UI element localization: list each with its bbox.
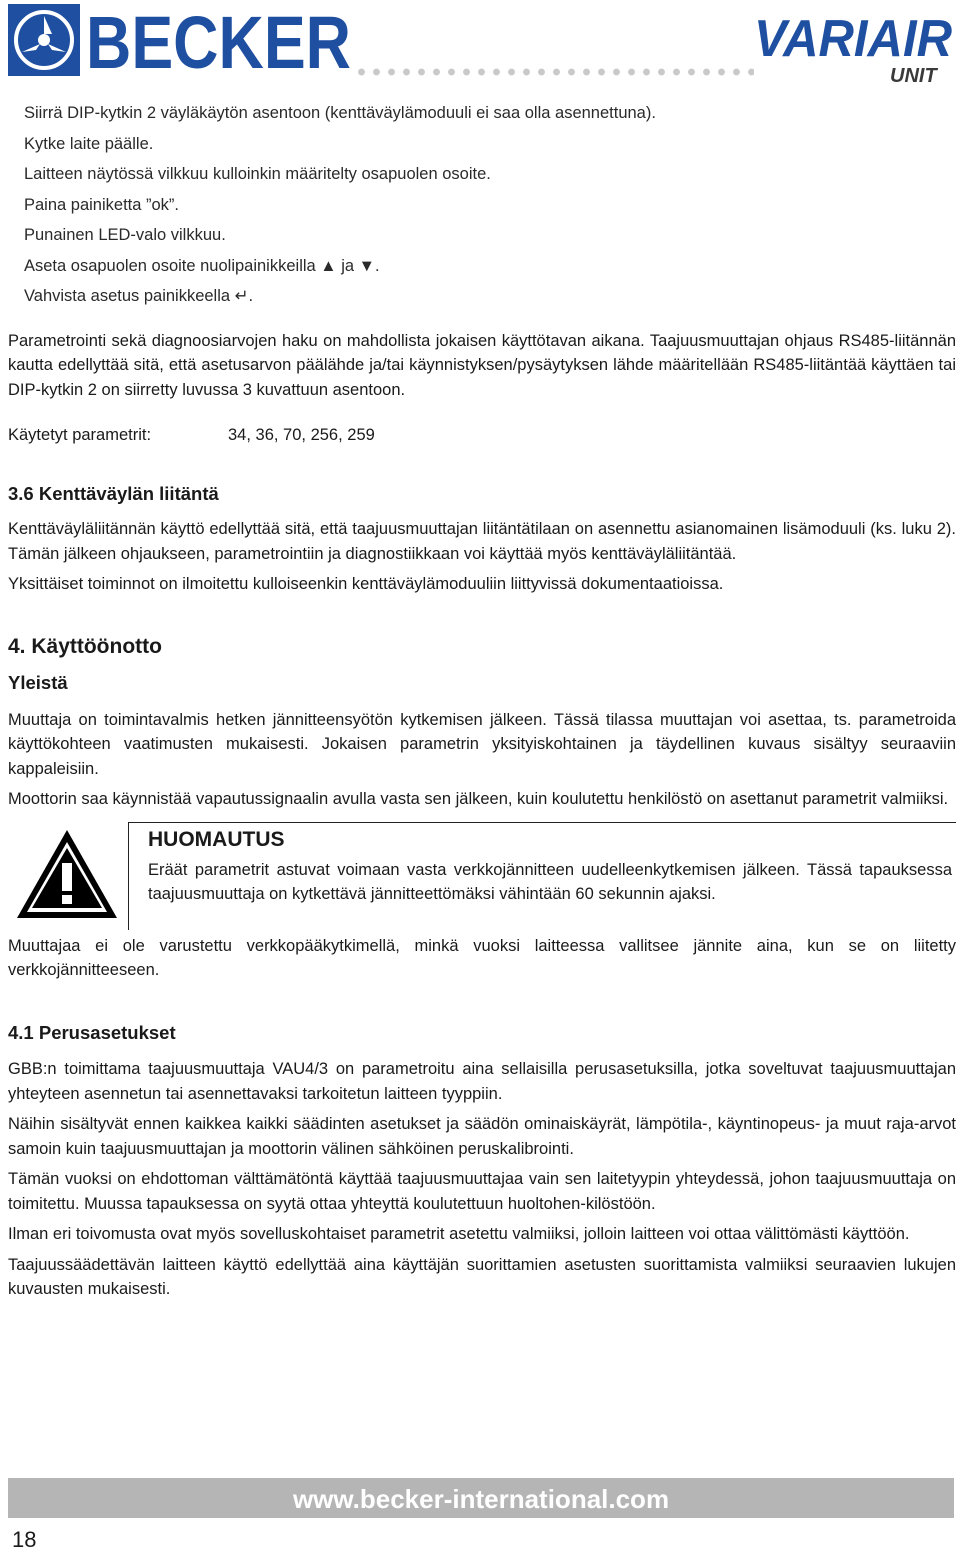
section-4-1-paragraph: Ilman eri toivomusta ovat myös sovelluskohtaiset parametrit asetettu valmiiksi, jolloin laitteen voi ottaa välittömästi käyttöön.	[8, 1225, 910, 1243]
notice-title: HUOMAUTUS	[148, 827, 285, 851]
paragraph-verkkokytkin: Muuttajaa ei ole varustettu verkkopääkytkimellä, minkä vuoksi laitteessa vallitsee jännite aina, kun se on liitetty verkkojännitteeseen.	[8, 936, 956, 979]
notice-body	[148, 826, 952, 907]
section-3-6-paragraph-1: Kenttäväyläliitännän käyttö edellyttää sitä, että taajuusmuuttajan liitäntätilaan on asennettu asianomainen lisämoduuli (ks. luku 2). Tämän jälkeen ohjaukseen, parametrointiin ja diagnostiikkaan voi käyttää myös kenttäväyläliitäntää.	[8, 520, 956, 563]
page-content	[8, 98, 956, 1302]
section-4-1-paragraph: Näihin sisältyvät ennen kaikkea kaikki säädinten asetukset ja säädön ominaiskäyrät, lämpötila-, käyntinopeus- ja muut raja-arvot samoin kuin taajuusmuuttajan ja moottorin välinen sähköinen peruskalibrointi.	[8, 1115, 956, 1158]
section-4-1-paragraph: GBB:n toimittama taajuusmuuttaja VAU4/3 on parametroitu aina sellaisilla perusasetuksilla, jotka soveltuvat taajuusmuuttajan yhteyteen asennetun tai asennettavaksi tarkoitetun laitteen tyyppiin.	[8, 1060, 956, 1103]
brand-left-text: BECKER	[86, 1, 351, 84]
header-dot-line	[354, 66, 754, 78]
list-item: Aseta osapuolen osoite nuolipainikkeilla ▲ ja ▼.	[24, 256, 380, 275]
list-item: Paina painiketta ”ok”.	[24, 195, 180, 214]
list-item: Laitteen näytössä vilkkuu kulloinkin määritelty osapuolen osoite.	[24, 165, 491, 183]
becker-logo	[8, 1, 353, 84]
steps-list	[24, 98, 956, 312]
used-parameters	[8, 423, 956, 448]
section-4-subheading: Yleistä	[8, 672, 68, 693]
section-3-6-paragraph-2: Yksittäiset toiminnot on ilmoitettu kulloiseenkin kenttäväylämoduuliin liittyvissä dokumentaatioissa.	[8, 575, 724, 593]
notice-top-rule	[128, 822, 956, 823]
notice-text: Eräät parametrit astuvat voimaan vasta verkkojännitteen uudelleenkytkemisen jälkeen. Tässä tapauksessa taajuusmuuttaja on kytkettävä jännitteettömäksi vähintään 60 sekunnin ajaksi.	[148, 860, 952, 903]
list-item: Vahvista asetus painikkeella ↵.	[24, 287, 254, 305]
list-item: Kytke laite päälle.	[24, 134, 154, 153]
variair-logo	[754, 4, 954, 86]
section-4-1-paragraph: Tämän vuoksi on ehdottoman välttämätöntä käyttää taajuusmuuttajaa vain sen laitetyypin yhteydessä, johon taajuusmuuttaja on toimitettu. Muussa tapauksessa on syytä ottaa yhteyttä koulutettuun huoltohen-kilöstöön.	[8, 1170, 956, 1213]
list-item: Punainen LED-valo vilkkuu.	[24, 226, 226, 244]
used-parameters-label: Käytetyt parametrit:	[8, 426, 152, 444]
section-4-paragraph-1: Muuttaja on toimintavalmis hetken jännitteensyötön kytkemisen jälkeen. Tässä tilassa muuttajan voi asettaa, ts. parametroida käyttökohteen vaatimusten mukaisesti. Jokaisen parametrin yksityiskohtainen ja täydellinen kuvaus sisältyy seuraaviin kappaleisiin.	[8, 710, 956, 778]
brand-right-sub: UNIT	[890, 65, 937, 87]
section-4-1-paragraph: Taajuussäädettävän laitteen käyttö edellyttää aina käyttäjän suorittamien asetusten suorittamista valmiiksi seuraavien lukujen kuvausten mukaisesti.	[8, 1255, 956, 1298]
brand-right-text: VARIAIR	[754, 10, 953, 68]
footer-url-bar	[8, 1478, 954, 1518]
section-4-heading: 4. Käyttöönotto	[8, 634, 162, 658]
page-number: 18	[12, 1527, 37, 1552]
notice-box	[8, 822, 956, 930]
warning-triangle-icon	[14, 827, 120, 921]
paragraph-parametrointi: Parametrointi sekä diagnoosiarvojen haku on mahdollista jokaisen käyttötavan aikana. Taajuusmuuttajan ohjaus RS485-liitännän kautta edellyttää sitä, että asetusarvon päälähde ja/tai käynnistyksen/pysäytyksen lähde määritellään RS485-liitäntää käyttäen tai DIP-kytkin 2 on siirretty luvussa 3 kuvattuun asentoon.	[8, 331, 956, 399]
section-4-paragraph-2: Moottorin saa käynnistää vapautussignaalin avulla vasta sen jälkeen, kuin koulutettu henkilöstö on asettanut parametrit valmiiksi.	[8, 790, 949, 808]
used-parameters-value: 34, 36, 70, 256, 259	[228, 426, 375, 444]
list-item: Siirrä DIP-kytkin 2 väyläkäytön asentoon (kenttäväylämoduuli ei saa olla asennettuna).	[24, 104, 656, 122]
footer-url-link[interactable]: www.becker-international.com	[292, 1484, 670, 1514]
section-3-6-heading: 3.6 Kenttäväylän liitäntä	[8, 482, 219, 504]
section-4-1-heading: 4.1 Perusasetukset	[8, 1021, 176, 1043]
notice-divider	[128, 822, 129, 930]
